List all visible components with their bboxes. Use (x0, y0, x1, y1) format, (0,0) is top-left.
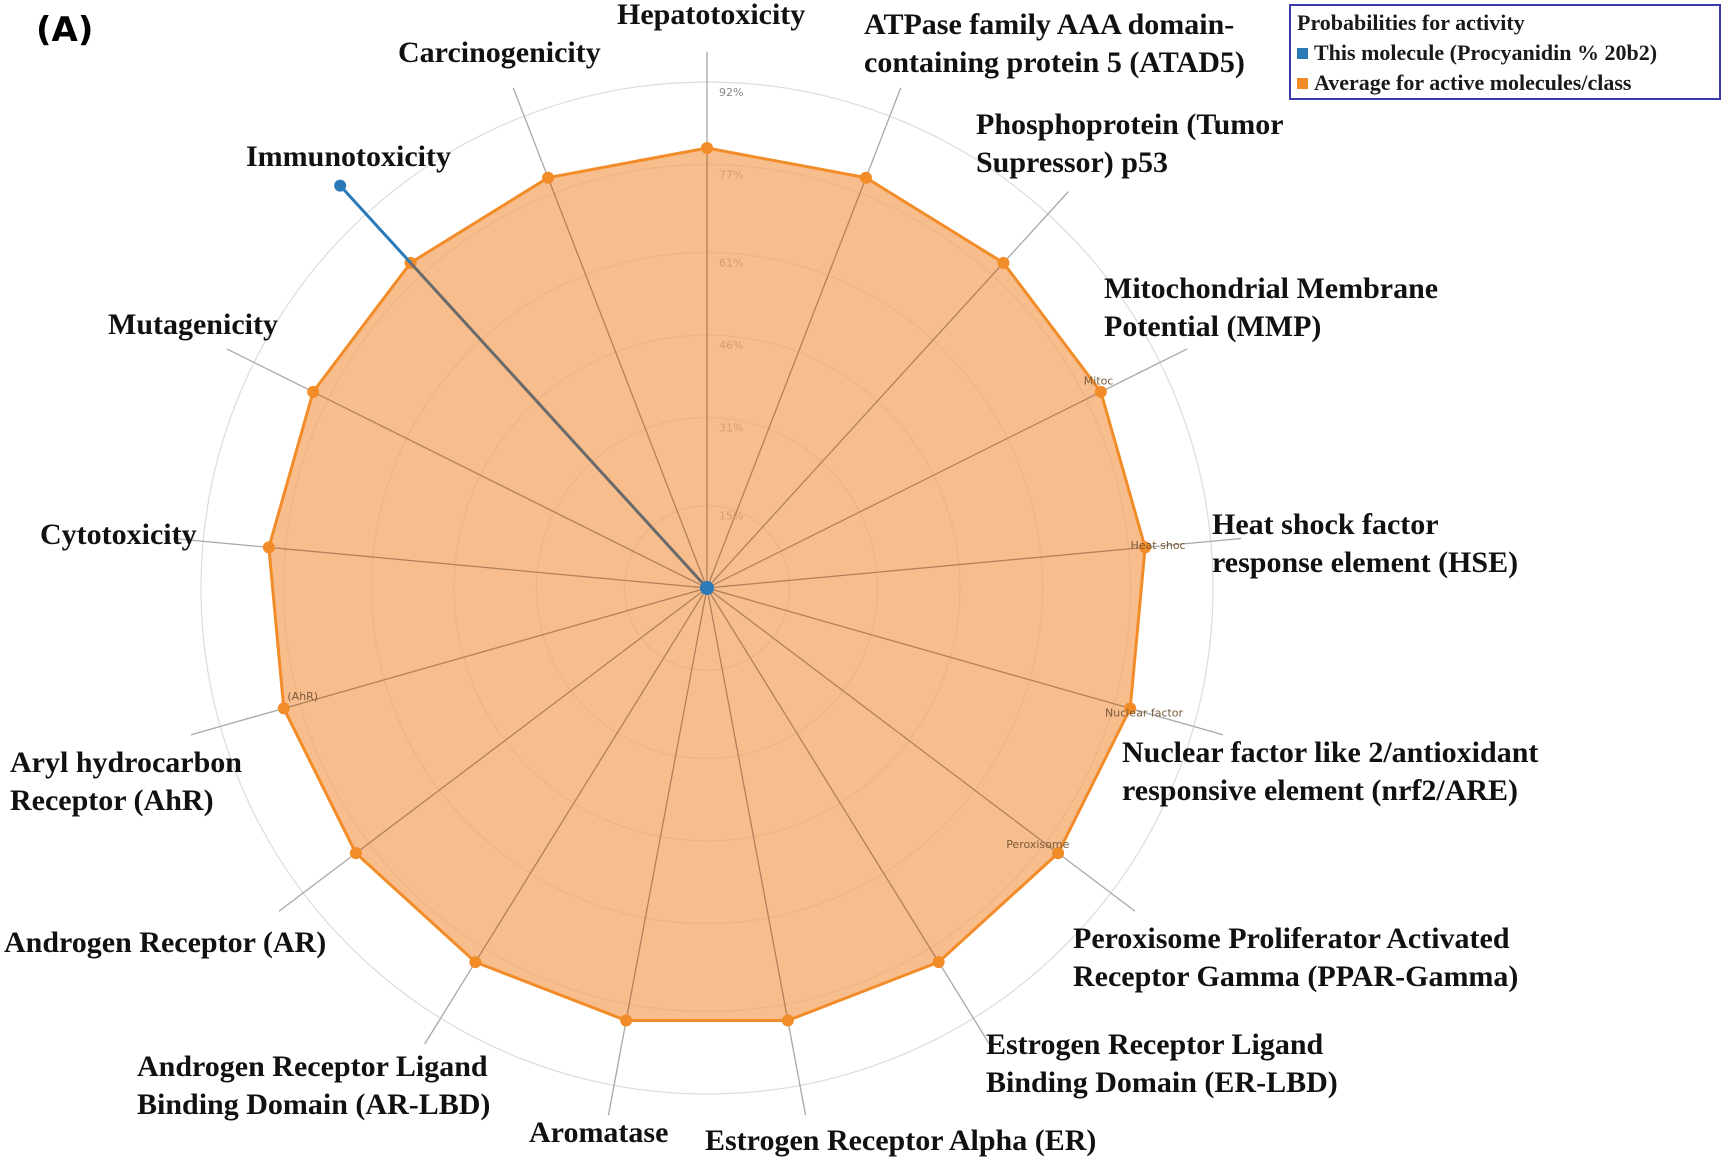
axis-label: Binding Domain (ER-LBD) (986, 1066, 1338, 1099)
average-series-point (620, 1015, 632, 1027)
axis-label: containing protein 5 (ATAD5) (864, 46, 1245, 79)
axis-label: Nuclear factor like 2/antioxidant (1122, 736, 1539, 769)
molecule-series-point (334, 180, 346, 192)
inner-truncated-label: (AhR) (287, 690, 319, 704)
average-series-point (469, 956, 481, 968)
tick-label: 92% (719, 86, 744, 99)
axis-label: response element (HSE) (1212, 546, 1519, 579)
molecule-series-point-center (700, 581, 714, 595)
axis-label: Receptor Gamma (PPAR-Gamma) (1073, 960, 1519, 993)
average-series-point (263, 541, 275, 553)
axis-label: Hepatotoxicity (617, 0, 806, 31)
axis-label: Receptor (AhR) (10, 784, 214, 817)
axis-label: Binding Domain (AR-LBD) (137, 1088, 491, 1121)
axis-label: Carcinogenicity (398, 36, 601, 69)
axis-label: Aryl hydrocarbon (10, 746, 242, 779)
average-series-point (997, 257, 1009, 269)
legend-swatch-orange (1297, 78, 1308, 89)
average-series-point (278, 702, 290, 714)
axis-label: Immunotoxicity (246, 140, 451, 173)
axis-label: Mitochondrial Membrane (1104, 272, 1439, 305)
average-series-point (1095, 386, 1107, 398)
radar-series (263, 142, 1151, 1027)
axis-label: Estrogen Receptor Alpha (ER) (705, 1124, 1097, 1157)
average-series-point (701, 142, 713, 154)
average-series-point (860, 172, 872, 184)
axis-label: Mutagenicity (108, 308, 278, 341)
average-series-point (350, 847, 362, 859)
axis-label: Potential (MMP) (1104, 310, 1322, 343)
axis-label: Androgen Receptor (AR) (4, 926, 327, 959)
average-series-point (307, 386, 319, 398)
inner-truncated-label: Peroxisome (1006, 838, 1070, 852)
axis-label: Heat shock factor (1212, 508, 1439, 541)
legend-item-this-molecule (1297, 38, 1713, 68)
legend-item-average (1297, 68, 1713, 98)
average-series-point (542, 172, 554, 184)
axis-label: Supressor) p53 (976, 146, 1168, 179)
axis-label: Estrogen Receptor Ligand (986, 1028, 1324, 1061)
axis-label: Cytotoxicity (40, 518, 197, 551)
legend-title: Probabilities for activity (1297, 10, 1525, 35)
inner-truncated-label: Heat shoc (1130, 539, 1186, 553)
legend (1289, 4, 1721, 100)
legend-label: This molecule (Procyanidin % 20b2) (1314, 40, 1658, 65)
molecule-series-line-outer (340, 186, 410, 263)
legend-swatch-blue (1297, 48, 1308, 59)
average-series-point (933, 956, 945, 968)
axis-label: Phosphoprotein (Tumor (976, 108, 1284, 141)
inner-truncated-label: Mitoc (1083, 374, 1114, 388)
average-series-point (782, 1015, 794, 1027)
axis-label: Androgen Receptor Ligand (137, 1050, 488, 1083)
axis-label: Aromatase (529, 1116, 669, 1149)
axis-label: Peroxisome Proliferator Activated (1073, 922, 1510, 955)
axis-label: ATPase family AAA domain- (864, 8, 1235, 41)
legend-label: Average for active molecules/class (1314, 70, 1632, 95)
inner-truncated-label: Nuclear factor (1105, 706, 1184, 720)
panel-label: (A) (36, 10, 94, 50)
axis-label: responsive element (nrf2/ARE) (1122, 774, 1519, 807)
